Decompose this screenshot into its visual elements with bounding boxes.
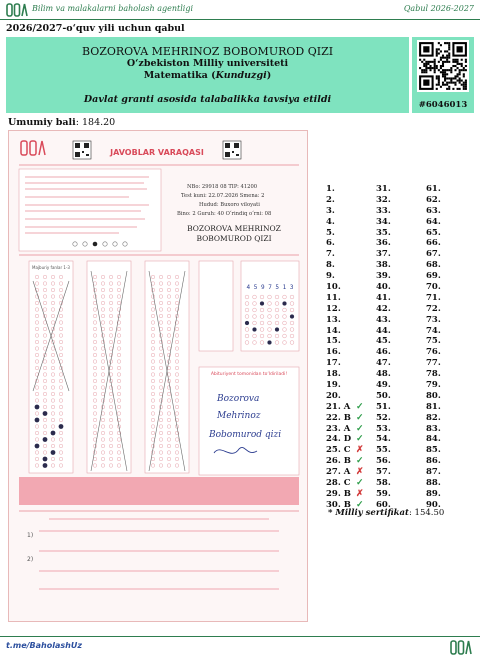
answer-row: 15. [326,336,341,347]
answer-row: 24. D ✓ [326,434,364,445]
answer-row: 32. [376,194,391,205]
year-title: 2026/2027-o‘quv yili uchun qabul [6,23,185,34]
correct-icon: ✓ [356,456,364,467]
answer-row: 73. [426,314,441,325]
answer-row: 38. [376,260,391,271]
answer-row: 11. [326,292,341,303]
national-certificate: * Milliy sertifikat: 154.50 [328,508,445,518]
answer-row: 14. [326,325,341,336]
answer-row: 23. A ✓ [326,423,364,434]
answer-row: 90. [426,499,441,510]
sheet-name-line2: BOBOMUROD QIZI [196,234,272,243]
answer-row: 83. [426,423,441,434]
filled-bubble [35,418,40,423]
answer-row: 25. C ✗ [326,445,364,456]
filled-bubble [35,405,40,410]
answer-row: 88. [426,478,441,489]
filled-bubble [51,431,56,436]
answer-row: 51. [376,401,391,412]
filled-bubble [43,463,48,468]
answer-row: 21. A ✓ [326,401,364,412]
svg-text:NBo: 29918 08 TIP: 41200: NBo: 29918 08 TIP: 41200 [187,184,258,190]
answer-row: 4. [326,216,335,227]
answer-row: 60. [376,499,391,510]
answer-row: 44. [376,325,391,336]
answer-row: 12. [326,303,341,314]
answer-row: 10. [326,282,341,293]
answer-row: 43. [376,314,391,325]
answer-row: 31. [376,184,391,194]
svg-text:Abituriyent tomonidan to‘ldiri: Abituriyent tomonidan to‘ldiriladi! [210,372,288,377]
sheet-logo-icon [21,141,45,155]
agency-name: Bilim va malakalarni baholash agentligi [32,4,193,13]
answer-row: 80. [426,390,441,401]
correct-icon: ✓ [356,401,364,412]
filled-bubble [43,457,48,462]
signature-firstname: Mehrinoz [217,411,261,421]
answer-row: 82. [426,412,441,423]
svg-text:Test kuni: 22.07.2026 Smena: Test kuni: 22.07.2026 Smena: 2 [181,193,265,199]
answer-row: 69. [426,271,441,282]
filled-bubble [35,444,40,449]
answer-row: 26. B ✓ [326,456,364,467]
answer-row: 68. [426,260,441,271]
answer-row: 19. [326,380,341,391]
answer-row: 13. [326,314,341,325]
agency-logo-icon [6,2,28,18]
answer-row: 42. [376,303,391,314]
answer-row: 66. [426,238,441,249]
answer-row: 52. [376,412,391,423]
qr-panel [412,37,474,113]
wrong-icon: ✗ [356,467,364,478]
student-name: BOZOROVA MEHRINOZ BOBOMUROD QIZI [81,45,334,58]
answer-row: 75. [426,336,441,347]
top-bar [0,0,480,20]
answer-row: 30. B ✓ [326,499,364,510]
answer-row: 56. [376,456,391,467]
answer-row: 67. [426,249,441,260]
answer-row: 86. [426,456,441,467]
admission-label: Qabul 2026-2027 [403,4,474,13]
answers-column-2 [376,184,426,511]
answer-row: 33. [376,205,391,216]
answer-row: 45. [376,336,391,347]
answer-row: 40. [376,282,391,293]
answer-row: 35. [376,227,391,238]
answer-row: 55. [376,445,391,456]
answer-row: 29. B ✗ [326,488,364,499]
answer-row: 54. [376,434,391,445]
telegram-link[interactable]: t.me/BaholashUz [6,641,82,650]
footer-logo-icon [450,639,472,656]
answer-row: 81. [426,401,441,412]
answer-row: 17. [326,358,341,369]
answers-column-1 [326,184,376,511]
answer-row: 6. [326,238,335,249]
subject-line: Matematika (Kunduzgi) [143,70,272,81]
answer-row: 85. [426,445,441,456]
svg-text:4 5 9 7 5 1 3: 4 5 9 7 5 1 3 [246,284,294,291]
answer-row: 70. [426,282,441,293]
answer-row: 74. [426,325,441,336]
answer-row: 37. [376,249,391,260]
answer-row: 61. [426,184,441,194]
answer-row: 28. C ✓ [326,478,364,489]
answer-row: 2. [326,194,335,205]
answer-row: 84. [426,434,441,445]
sheet-name-line1: BOZOROVA MEHRINOZ [187,224,281,233]
answer-sheet-image [8,130,308,622]
answer-row: 18. [326,369,341,380]
sheet-title: JAVOBLAR VARAQASI [110,148,204,157]
answer-row: 16. [326,347,341,358]
svg-text:Bino: 2 Guruh: 40 O‘rindiq o: Bino: 2 Guruh: 40 O‘rindiq o‘rni: 08 [177,211,272,217]
correct-icon: ✓ [356,412,364,423]
answer-row: 58. [376,478,391,489]
answer-row: 22. B ✓ [326,412,364,423]
answer-row: 72. [426,303,441,314]
answer-row: 79. [426,380,441,391]
correct-icon: ✓ [356,499,364,510]
university-name: O‘zbekiston Milliy universiteti [126,58,289,69]
qr-code-icon[interactable] [417,40,469,92]
wrong-icon: ✗ [356,445,364,456]
answer-row: 5. [326,227,335,238]
answer-row: 89. [426,488,441,499]
answer-row: 78. [426,369,441,380]
answer-row: 8. [326,260,335,271]
footer-divider [0,636,480,637]
svg-text:2): 2) [27,556,34,563]
answer-row: 59. [376,488,391,499]
answer-row: 57. [376,467,391,478]
result-banner [6,37,409,113]
answer-row: 39. [376,271,391,282]
answer-row: 50. [376,390,391,401]
answer-row: 20. [326,390,341,401]
filled-bubble [43,411,48,416]
answer-row: 77. [426,358,441,369]
document-code: #6046013 [418,100,468,110]
answer-row: 27. A ✗ [326,467,364,478]
grant-recommendation: Davlat granti asosida talabalikka tavsiya etildi [83,94,332,105]
answer-row: 46. [376,347,391,358]
answer-row: 9. [326,271,335,282]
filled-bubble [59,424,64,429]
answer-row: 71. [426,292,441,303]
answer-row: 47. [376,358,391,369]
answer-row: 63. [426,205,441,216]
answer-row: 36. [376,238,391,249]
answer-row: 53. [376,423,391,434]
filled-bubble [43,437,48,442]
signature-patronymic: Bobomurod qizi [209,430,282,440]
answer-row: 41. [376,292,391,303]
correct-icon: ✓ [356,434,364,445]
answer-row: 34. [376,216,391,227]
answer-row: 64. [426,216,441,227]
answer-row: 7. [326,249,335,260]
wrong-icon: ✗ [356,488,364,499]
total-score: Umumiy bali: 184.20 [8,117,116,128]
correct-icon: ✓ [356,478,364,489]
answers-column-3 [426,184,476,511]
answer-row: 76. [426,347,441,358]
svg-text:Majburiy fanlar 1-3: Majburiy fanlar 1-3 [32,265,70,270]
svg-text:Hudud: Buxoro viloyati: Hudud: Buxoro viloyati [199,202,260,208]
correct-icon: ✓ [356,423,364,434]
answer-row: 62. [426,194,441,205]
svg-text:1): 1) [27,532,34,539]
answer-row: 49. [376,380,391,391]
answer-row: 3. [326,205,335,216]
answer-row: 65. [426,227,441,238]
signature-surname: Bozorova [217,394,260,404]
answer-row: 87. [426,467,441,478]
filled-bubble [51,450,56,455]
answer-sheet-drawing [9,131,308,622]
answer-row: 1. [326,184,335,194]
answer-row: 48. [376,369,391,380]
